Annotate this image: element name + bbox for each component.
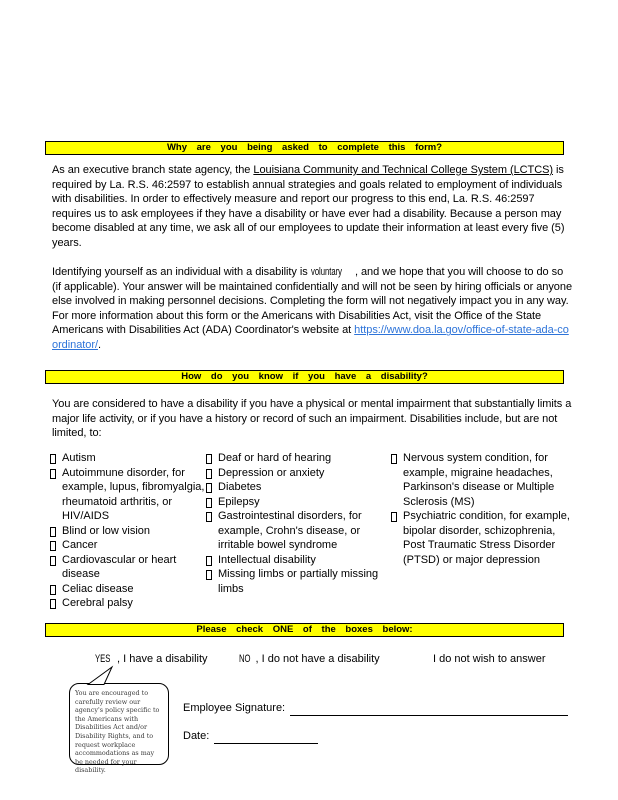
condition-item bbox=[390, 451, 574, 509]
condition-label: Depression or anxiety bbox=[218, 466, 325, 479]
choice-no-label: NO bbox=[239, 653, 251, 665]
conditions-column-3 bbox=[390, 451, 574, 611]
checkbox-bullet-icon bbox=[50, 527, 56, 537]
condition-label: Autoimmune disorder, for example, lupus, fibromyalgia, rheumatoid arthritis, or HIV/AIDS bbox=[62, 466, 205, 522]
condition-label: Celiac disease bbox=[62, 582, 134, 595]
condition-item bbox=[49, 466, 205, 524]
intro-p1-text-cont: is required by La. R.S. 46:2597 to establish annual strategies and goals related to employment of individuals with disabilities. In order to effectively measure and report our progress to this end, La. R.S. 46:2597 requires us to ask employees if they have a disability or have ever had a disability. Because a person may become disabled at any time, we ask all of our employees to update their information at least every five (5) years. bbox=[52, 164, 565, 249]
intro-paragraph-2 bbox=[52, 265, 574, 353]
voluntary-word: voluntary bbox=[310, 266, 342, 278]
intro-p1-text: As an executive branch state agency, the bbox=[52, 164, 254, 176]
checkbox-bullet-icon bbox=[206, 570, 212, 580]
date-label: Date: bbox=[183, 730, 210, 742]
condition-item bbox=[49, 553, 205, 582]
condition-item bbox=[205, 480, 390, 495]
checkbox-bullet-icon bbox=[50, 454, 56, 464]
checkbox-bullet-icon bbox=[206, 469, 212, 479]
conditions-column-1 bbox=[49, 451, 205, 611]
lctcs-underlined-text: Louisiana Community and Technical College System (LCTCS) bbox=[253, 164, 554, 176]
condition-label: Gastrointestinal disorders, for example, Crohn's disease, or irritable bowel syndrome bbox=[218, 510, 362, 551]
signature-line[interactable] bbox=[290, 704, 568, 716]
intro-p2-text: Identifying yourself as an individual with a disability is bbox=[52, 266, 311, 278]
condition-label: Cancer bbox=[62, 539, 98, 551]
choice-yes-label: YES bbox=[95, 653, 111, 665]
conditions-list bbox=[49, 451, 574, 611]
date-line[interactable] bbox=[214, 732, 318, 744]
checkbox-bullet-icon bbox=[206, 454, 212, 464]
condition-item bbox=[205, 509, 390, 553]
choice-no-text: , I do not have a disability bbox=[255, 653, 380, 665]
conditions-column-2 bbox=[205, 451, 390, 611]
condition-label: Cerebral palsy bbox=[62, 597, 133, 609]
checkbox-bullet-icon bbox=[50, 541, 56, 551]
banner-check-one-text: Please check ONE of the boxes below: bbox=[196, 624, 413, 635]
callout-tail bbox=[78, 665, 128, 685]
checkbox-bullet-icon bbox=[50, 585, 56, 595]
condition-item bbox=[205, 567, 390, 596]
checkbox-bullet-icon bbox=[206, 483, 212, 493]
signature-row bbox=[183, 698, 568, 716]
condition-label: Cardiovascular or heart disease bbox=[62, 553, 177, 580]
banner-how-know bbox=[45, 370, 564, 384]
choice-no-answer[interactable]: I do not wish to answer bbox=[433, 653, 546, 665]
checkbox-bullet-icon bbox=[206, 498, 212, 508]
choice-yes-text: , I have a disability bbox=[117, 653, 208, 665]
choice-yes[interactable] bbox=[95, 653, 208, 665]
intro-paragraph-1 bbox=[52, 163, 574, 251]
checkbox-bullet-icon bbox=[50, 556, 56, 566]
condition-item bbox=[49, 582, 205, 597]
intro-p2-text-cont: , and we hope that you will choose to do so (if applicable). Your answer will be maintained confidentially and will not be seen by hiring officials or anyone else involved in making personnel decisions. Completing the form will not negatively impact you in any way. For more information about this form or the Americans with Disabilities Act, visit the Office of the State Americans with Disabilities Act (ADA) Coordinator's website at bbox=[52, 266, 573, 337]
condition-item bbox=[49, 451, 205, 466]
callout-bubble: You are encouraged to carefully review our agency's policy specific to the Americans with Disabilities Act and/or Disability Rights, and to request workplace accommodations as may be needed for your disability. bbox=[69, 683, 169, 765]
condition-item bbox=[205, 466, 390, 481]
condition-label: Psychiatric condition, for example, bipolar disorder, schizophrenia, Post Traumatic Stress Disorder (PTSD) or major depression bbox=[403, 510, 570, 566]
signature-label: Employee Signature: bbox=[183, 702, 286, 714]
intro-p2-period: . bbox=[97, 338, 101, 351]
definition-paragraph: You are considered to have a disability if you have a physical or mental impairment that substantially limits a major life activity, or if you have a history or record of such an impairment. Disabilities include, but are not limited, to: bbox=[52, 398, 572, 440]
condition-label: Missing limbs or partially missing limbs bbox=[218, 568, 379, 595]
condition-label: Deaf or hard of hearing bbox=[218, 452, 332, 464]
condition-item bbox=[205, 553, 390, 568]
condition-item bbox=[390, 509, 574, 567]
condition-item bbox=[49, 524, 205, 539]
checkbox-bullet-icon bbox=[50, 469, 56, 479]
condition-item bbox=[49, 538, 205, 553]
condition-item bbox=[205, 495, 390, 510]
banner-how-know-text: How do you know if you have a disability? bbox=[181, 371, 428, 382]
condition-label: Epilepsy bbox=[218, 495, 260, 508]
checkbox-bullet-icon bbox=[50, 599, 56, 609]
condition-label: Intellectual disability bbox=[218, 553, 316, 566]
condition-label: Blind or low vision bbox=[62, 524, 151, 537]
ada-coordinator-link[interactable]: https://www.doa.la.gov/office-of-state-ada-coordinator/ bbox=[52, 324, 569, 351]
checkbox-bullet-icon bbox=[206, 512, 212, 522]
banner-why-asked bbox=[45, 141, 564, 155]
condition-item bbox=[205, 451, 390, 466]
choice-no[interactable] bbox=[239, 653, 380, 665]
date-row bbox=[183, 726, 318, 744]
banner-why-asked-text: Why are you being asked to complete this form? bbox=[166, 142, 443, 153]
checkbox-bullet-icon bbox=[391, 454, 397, 464]
condition-label: Nervous system condition, for example, migraine headaches, Parkinson's disease or Multiple Sclerosis (MS) bbox=[403, 452, 555, 508]
checkbox-bullet-icon bbox=[391, 512, 397, 522]
condition-item bbox=[49, 596, 205, 611]
checkbox-bullet-icon bbox=[206, 556, 212, 566]
condition-label: Autism bbox=[62, 452, 96, 464]
banner-check-one bbox=[45, 623, 564, 637]
condition-label: Diabetes bbox=[218, 481, 262, 493]
